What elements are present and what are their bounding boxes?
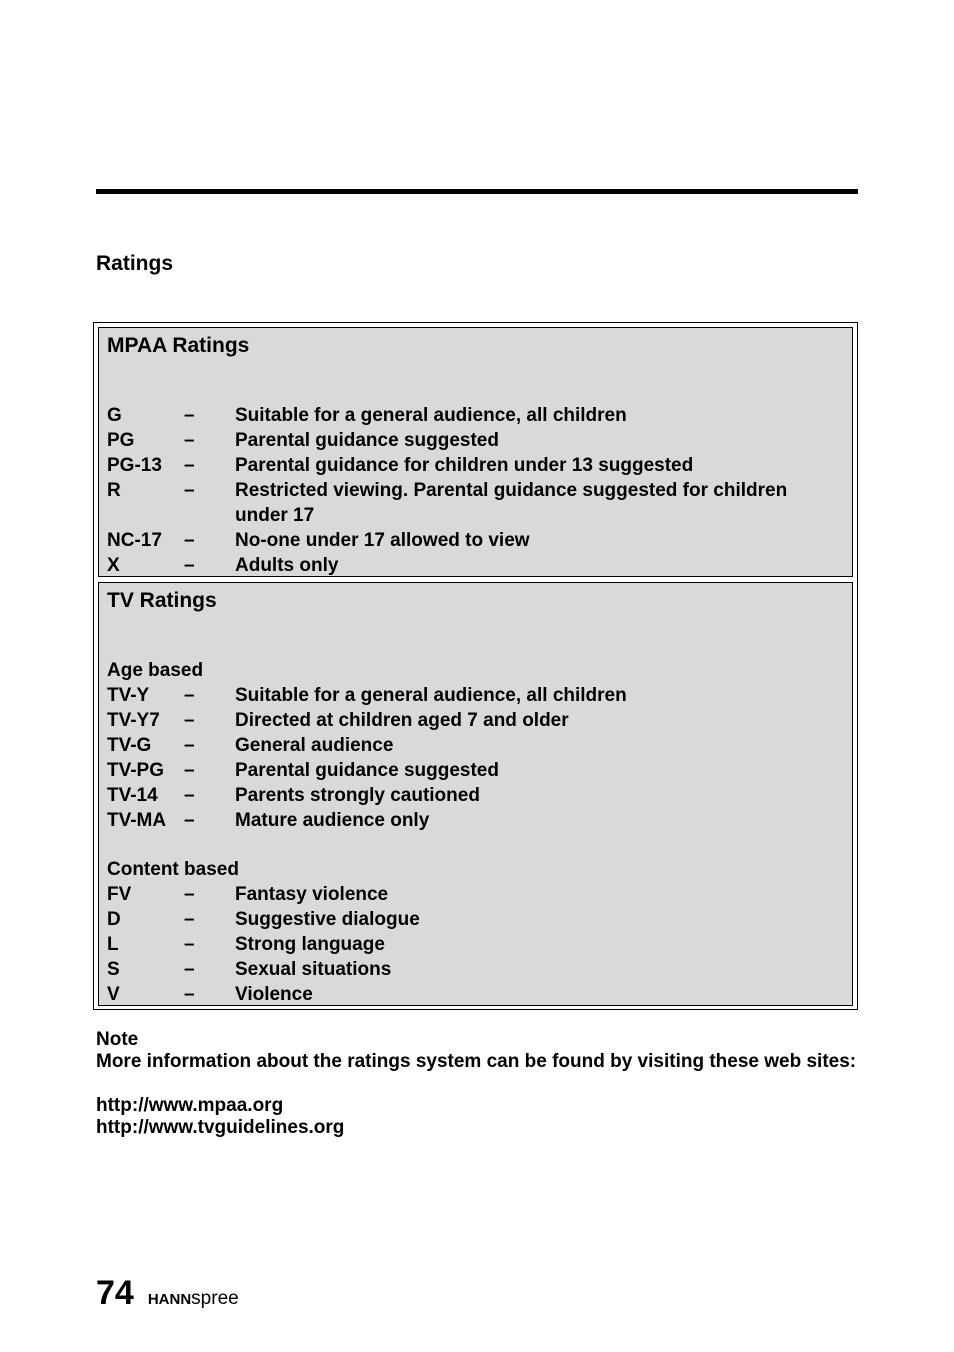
rating-row bbox=[107, 882, 844, 907]
rating-row bbox=[107, 453, 844, 478]
page-footer bbox=[96, 1273, 239, 1313]
page-title: Ratings bbox=[96, 252, 174, 275]
content-based-list bbox=[107, 882, 844, 1007]
mpaa-ratings-list bbox=[107, 403, 844, 578]
rating-row bbox=[107, 932, 844, 957]
content-based-heading: Content based bbox=[107, 859, 239, 880]
rating-dash: – bbox=[184, 710, 195, 731]
rating-dash: – bbox=[184, 785, 195, 806]
rating-dash: – bbox=[184, 685, 195, 706]
brand-logo-bold: HANN bbox=[147, 1291, 192, 1308]
tv-ratings-panel bbox=[98, 582, 853, 1006]
rating-row bbox=[107, 808, 844, 833]
rating-dash: – bbox=[184, 884, 195, 905]
rating-dash: – bbox=[184, 735, 195, 756]
rating-description: Fantasy violence bbox=[235, 884, 389, 905]
rating-description: Suggestive dialogue bbox=[235, 909, 420, 930]
brand-logo bbox=[148, 1288, 239, 1311]
tvguidelines-link[interactable]: http://www.tvguidelines.org bbox=[96, 1117, 345, 1138]
rating-code: PG bbox=[107, 430, 135, 451]
rating-code: TV-G bbox=[107, 735, 152, 756]
mpaa-link[interactable]: http://www.mpaa.org bbox=[96, 1095, 284, 1116]
rating-description: Strong language bbox=[235, 934, 385, 955]
rating-description: Directed at children aged 7 and older bbox=[235, 710, 569, 731]
rating-dash: – bbox=[184, 810, 195, 831]
rating-dash: – bbox=[184, 530, 195, 551]
rating-code: X bbox=[107, 555, 120, 576]
rating-row bbox=[107, 478, 844, 528]
rating-description: Adults only bbox=[235, 555, 339, 576]
rating-description: General audience bbox=[235, 735, 394, 756]
rating-code: TV-14 bbox=[107, 785, 158, 806]
note-text: More information about the ratings system can be found by visiting these web sites: bbox=[96, 1051, 857, 1072]
age-based-heading: Age based bbox=[107, 660, 204, 681]
tv-ratings-title: TV Ratings bbox=[107, 589, 217, 612]
rating-row bbox=[107, 783, 844, 808]
rating-row bbox=[107, 982, 844, 1007]
rating-dash: – bbox=[184, 959, 195, 980]
rating-dash: – bbox=[184, 555, 195, 576]
rating-description: Parental guidance suggested bbox=[235, 430, 499, 451]
page-number: 74 bbox=[96, 1274, 134, 1312]
rating-dash: – bbox=[184, 934, 195, 955]
rating-code: R bbox=[107, 480, 121, 501]
rating-description: Parental guidance for children under 13 suggested bbox=[235, 455, 694, 476]
rating-dash: – bbox=[184, 405, 195, 426]
rating-row bbox=[107, 957, 844, 982]
rating-row bbox=[107, 758, 844, 783]
rating-description: Restricted viewing. Parental guidance suggested for children under 17 bbox=[235, 480, 788, 526]
rating-row bbox=[107, 403, 844, 428]
rating-row bbox=[107, 553, 844, 578]
rating-code: NC-17 bbox=[107, 530, 162, 551]
rating-description: Violence bbox=[235, 984, 313, 1005]
rating-code: FV bbox=[107, 884, 132, 905]
rating-dash: – bbox=[184, 480, 195, 501]
header-rule bbox=[96, 189, 858, 194]
mpaa-ratings-panel bbox=[98, 327, 853, 577]
rating-row bbox=[107, 683, 844, 708]
rating-row bbox=[107, 708, 844, 733]
age-based-list bbox=[107, 683, 844, 833]
rating-description: Parental guidance suggested bbox=[235, 760, 499, 781]
rating-code: TV-Y7 bbox=[107, 710, 160, 731]
rating-dash: – bbox=[184, 760, 195, 781]
note-spacer bbox=[96, 1073, 858, 1095]
rating-code: TV-PG bbox=[107, 760, 165, 781]
note-label: Note bbox=[96, 1029, 139, 1050]
rating-code: S bbox=[107, 959, 120, 980]
rating-row bbox=[107, 733, 844, 758]
rating-dash: – bbox=[184, 909, 195, 930]
rating-description: Mature audience only bbox=[235, 810, 430, 831]
rating-dash: – bbox=[184, 984, 195, 1005]
rating-row bbox=[107, 428, 844, 453]
rating-row bbox=[107, 907, 844, 932]
mpaa-ratings-title: MPAA Ratings bbox=[107, 334, 250, 357]
rating-dash: – bbox=[184, 430, 195, 451]
rating-description: No-one under 17 allowed to view bbox=[235, 530, 530, 551]
rating-description: Parents strongly cautioned bbox=[235, 785, 480, 806]
rating-description: Suitable for a general audience, all children bbox=[235, 685, 627, 706]
rating-code: PG-13 bbox=[107, 455, 162, 476]
brand-logo-light: spree bbox=[191, 1288, 239, 1309]
rating-description: Suitable for a general audience, all children bbox=[235, 405, 627, 426]
rating-code: TV-Y bbox=[107, 685, 150, 706]
rating-code: V bbox=[107, 984, 120, 1005]
rating-dash: – bbox=[184, 455, 195, 476]
rating-code: D bbox=[107, 909, 121, 930]
note-section bbox=[96, 1029, 858, 1139]
rating-row bbox=[107, 528, 844, 553]
rating-code: G bbox=[107, 405, 122, 426]
rating-code: L bbox=[107, 934, 119, 955]
rating-code: TV-MA bbox=[107, 810, 167, 831]
rating-description: Sexual situations bbox=[235, 959, 392, 980]
